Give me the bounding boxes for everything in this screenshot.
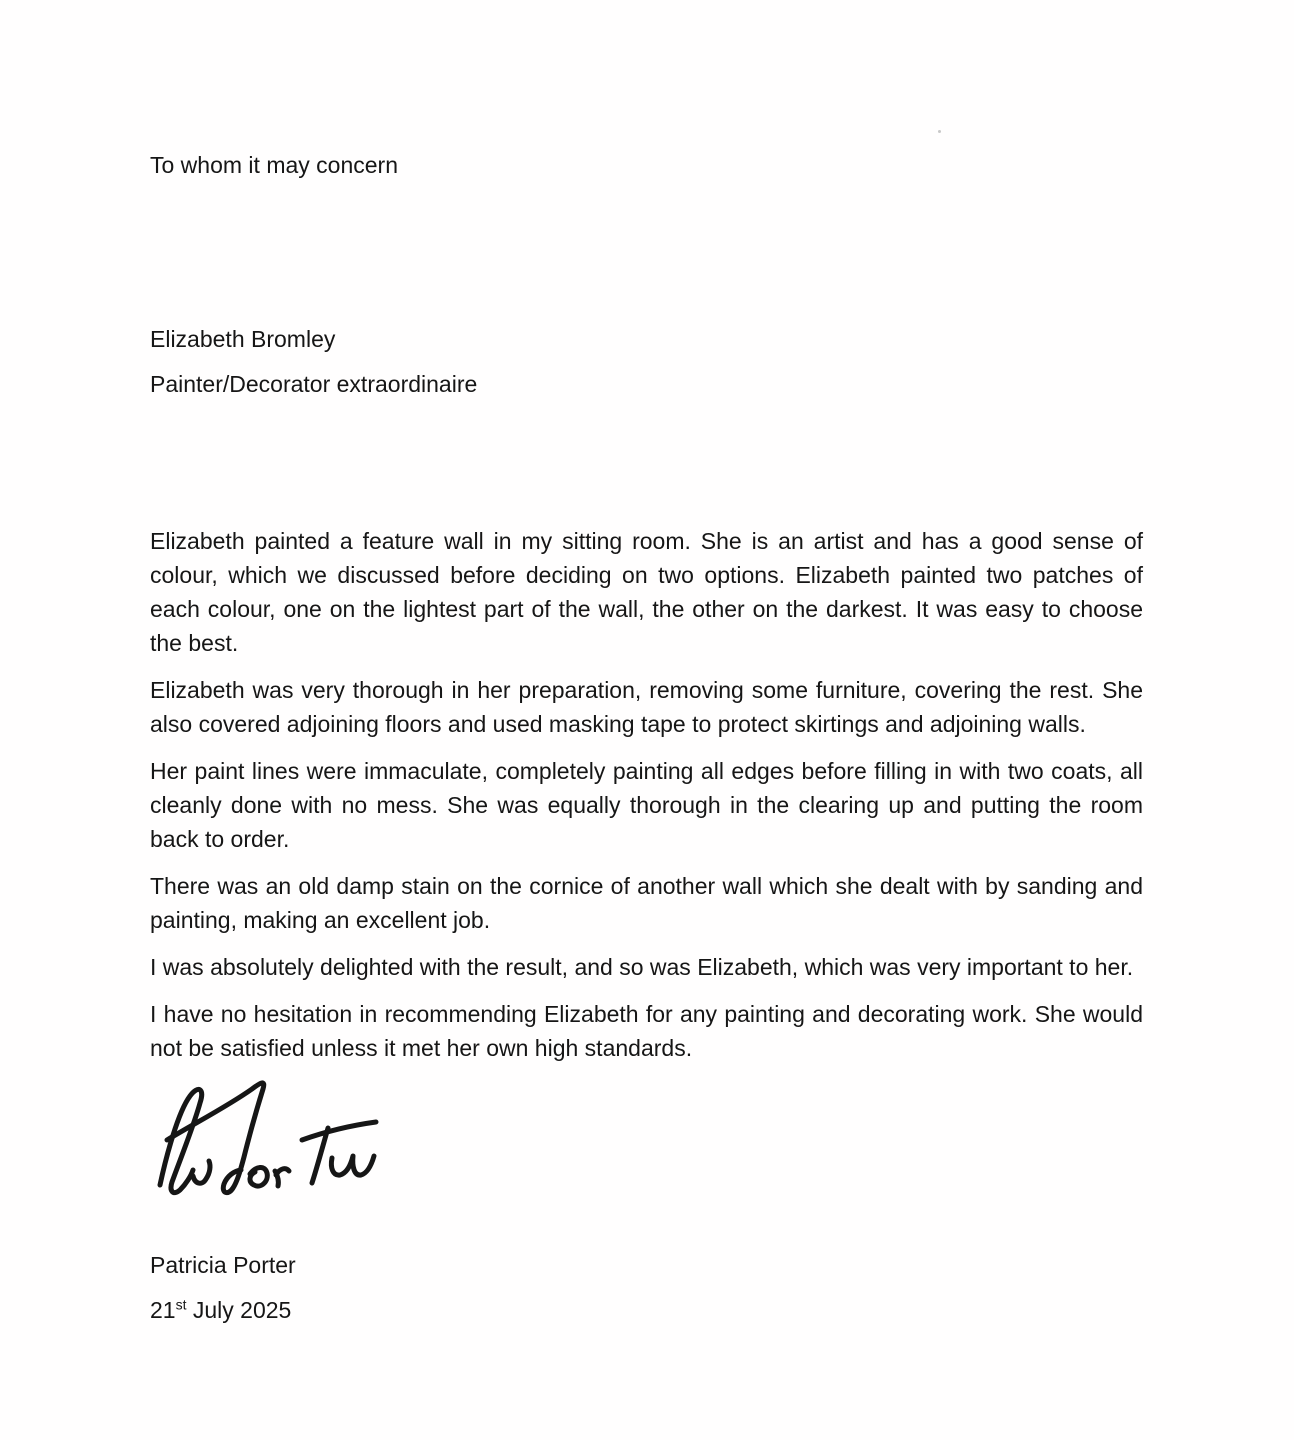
paragraph-5: I was absolutely delighted with the result, and so was Elizabeth, which was very important to her. xyxy=(150,954,1134,980)
letter-body xyxy=(150,524,1143,1078)
paragraph-3: Her paint lines were immaculate, completely painting all edges before filling in with two coats, all cleanly done with no mess. She was equally thorough in the clearing up and putting the room back to order. xyxy=(150,758,1143,852)
signature-ink-icon xyxy=(152,1072,392,1202)
letter-date xyxy=(150,1293,1143,1327)
salutation: To whom it may concern xyxy=(150,152,398,178)
subject-title: Painter/Decorator extraordinaire xyxy=(150,371,478,397)
handwritten-signature xyxy=(152,1072,392,1202)
date-rest: July 2025 xyxy=(186,1297,292,1323)
subject-name: Elizabeth Bromley xyxy=(150,326,336,352)
paragraph-4: There was an old damp stain on the cornice of another wall which she dealt with by sanding and painting, making an excellent job. xyxy=(150,873,1143,933)
scanner-speck xyxy=(938,130,941,133)
paragraph-2: Elizabeth was very thorough in her preparation, removing some furniture, covering the rest. She also covered adjoining floors and used masking tape to protect skirtings and adjoining walls. xyxy=(150,677,1143,737)
date-day: 21 xyxy=(150,1297,176,1323)
date-ordinal: st xyxy=(175,1296,187,1313)
signer-name: Patricia Porter xyxy=(150,1252,296,1278)
paragraph-6: I have no hesitation in recommending Elizabeth for any painting and decorating work. She would not be satisfied unless it met her own high standards. xyxy=(150,1001,1143,1061)
paragraph-1: Elizabeth painted a feature wall in my sitting room. She is an artist and has a good sense of colour, which we discussed before deciding on two options. Elizabeth painted two patches of each colour, one on the lightest part of the wall, the other on the darkest. It was easy to choose the best. xyxy=(150,528,1143,656)
